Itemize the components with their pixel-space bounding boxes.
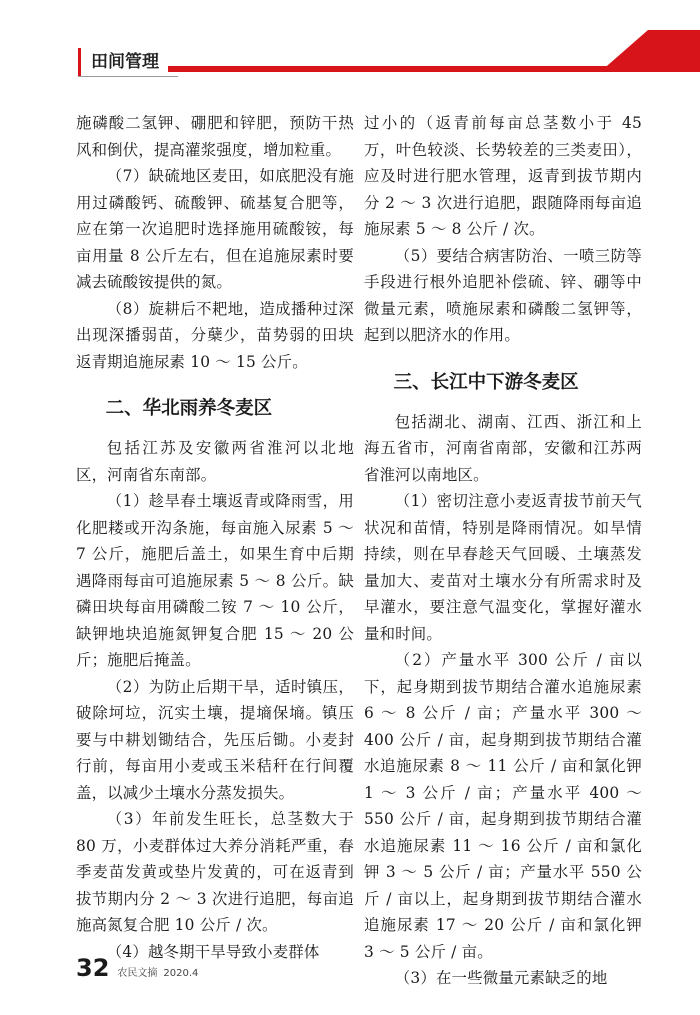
paragraph: 包括湖北、湖南、江西、浙江和上海五省市，河南省南部，安徽和江苏两省淮河以南地区。 [364, 412, 642, 484]
page-footer [76, 954, 198, 984]
issue-number: 2020.4 [163, 968, 199, 979]
right-column [364, 110, 642, 992]
paragraph: （5）要结合病害防治、一喷三防等手段进行根外追肥补偿硫、锌、硼等中微量元素，喷施尿素和磷酸二氢钾等，起到以肥济水的作用。 [364, 246, 642, 344]
paragraph: 施磷酸二氢钾、硼肥和锌肥，预防干热风和倒伏，提高灌浆强度，增加粒重。 [76, 114, 354, 159]
header-underline [78, 76, 178, 77]
page-number: 32 [76, 954, 110, 982]
left-column [76, 110, 354, 965]
page-header [0, 0, 700, 80]
paragraph: （1）密切注意小麦返青拔节前天气状况和苗情，特别是降雨情况。如旱情持续，则在早春趁天气回暖、土壤蒸发量加大、麦苗对土壤水分有所需求时及早灌水，要注意气温变化，掌握好灌水量和时间。 [364, 492, 642, 643]
paragraph: （2）为防止后期干旱，适时镇压，破除坷垃，沉实土壤，提墒保墒。镇压要与中耕划锄结合，先压后锄。小麦封行前，每亩用小麦或玉米秸秆在行间覆盖，以减少土壤水分蒸发损失。 [76, 677, 354, 802]
section-heading: 三、长江中下游冬麦区 [393, 371, 579, 393]
paragraph: （4）越冬期干旱导致小麦群体 [106, 942, 320, 961]
paragraph: 过小的（返青前每亩总茎数小于 45 万，叶色较淡、长势较差的三类麦田），应及时进行肥水管理，返青到拔节期内分 2 ～ 3 次进行追肥，跟随降雨每亩追施尿素 5 ～ 8 公斤 / 次。 [364, 114, 642, 238]
paragraph: （3）年前发生旺长，总茎数大于 80 万，小麦群体过大养分消耗严重，春季麦苗发黄或垫片发黄的，可在返青到拔节期内分 2 ～ 3 次进行追肥，每亩追施高氮复合肥 10 公斤 / 次。 [76, 810, 354, 934]
header-red-bar [168, 66, 700, 72]
paragraph: 包括江苏及安徽两省淮河以北地区，河南省东南部。 [76, 439, 354, 484]
section-heading: 二、华北雨养冬麦区 [105, 398, 273, 419]
paragraph: （2）产量水平 300 公斤 / 亩以下，起身期到拔节期结合灌水追施尿素 6 ～ 8 公斤 / 亩；产量水平 300 ～ 400 公斤 / 亩，起身期到拔节期结合灌水追施尿素 8 ～ 11 公斤 / 亩和氯化钾 1 ～ 3 公斤 / 亩；产量水平 400 ～ 550 公斤 / 亩，起身期到拔节期结合灌水追施尿素 11 ～ 16 公斤 / 亩和氯化钾 3 ～ 5 公斤 / 亩；产量水平 550 公斤 / 亩以上，起身期到拔节期结合灌水追施尿素 17 ～ 20 公斤 / 亩和氯化钾 3 ～ 5 公斤 / 亩。 [364, 651, 642, 961]
paragraph: （8）旋耕后不耙地，造成播种过深出现深播弱苗，分蘖少，苗势弱的田块返青期追施尿素 10 ～ 15 公斤。 [76, 299, 354, 371]
magazine-name: 农民文摘 [117, 968, 158, 979]
paragraph: （3）在一些微量元素缺乏的地 [394, 969, 608, 987]
paragraph: （1）趁旱春土壤返青或降雨雪，用化肥耧或开沟条施，每亩施入尿素 5 ～ 7 公斤，施肥后盖土，如果生育中后期遇降雨每亩可追施尿素 5 ～ 8 公斤。缺磷田块每亩用磷酸二铵 7 ～ 10 公斤，缺钾地块追施氮钾复合肥 15 ～ 20 公斤；施肥后掩盖。 [76, 492, 354, 669]
paragraph: （7）缺硫地区麦田，如底肥没有施用过磷酸钙、硫酸钾、硫基复合肥等，应在第一次追肥时选择施用硫酸铵，每亩用量 8 公斤左右，但在追施尿素时要减去硫酸铵提供的氮。 [76, 167, 354, 291]
section-title: 田间管理 [78, 48, 169, 76]
